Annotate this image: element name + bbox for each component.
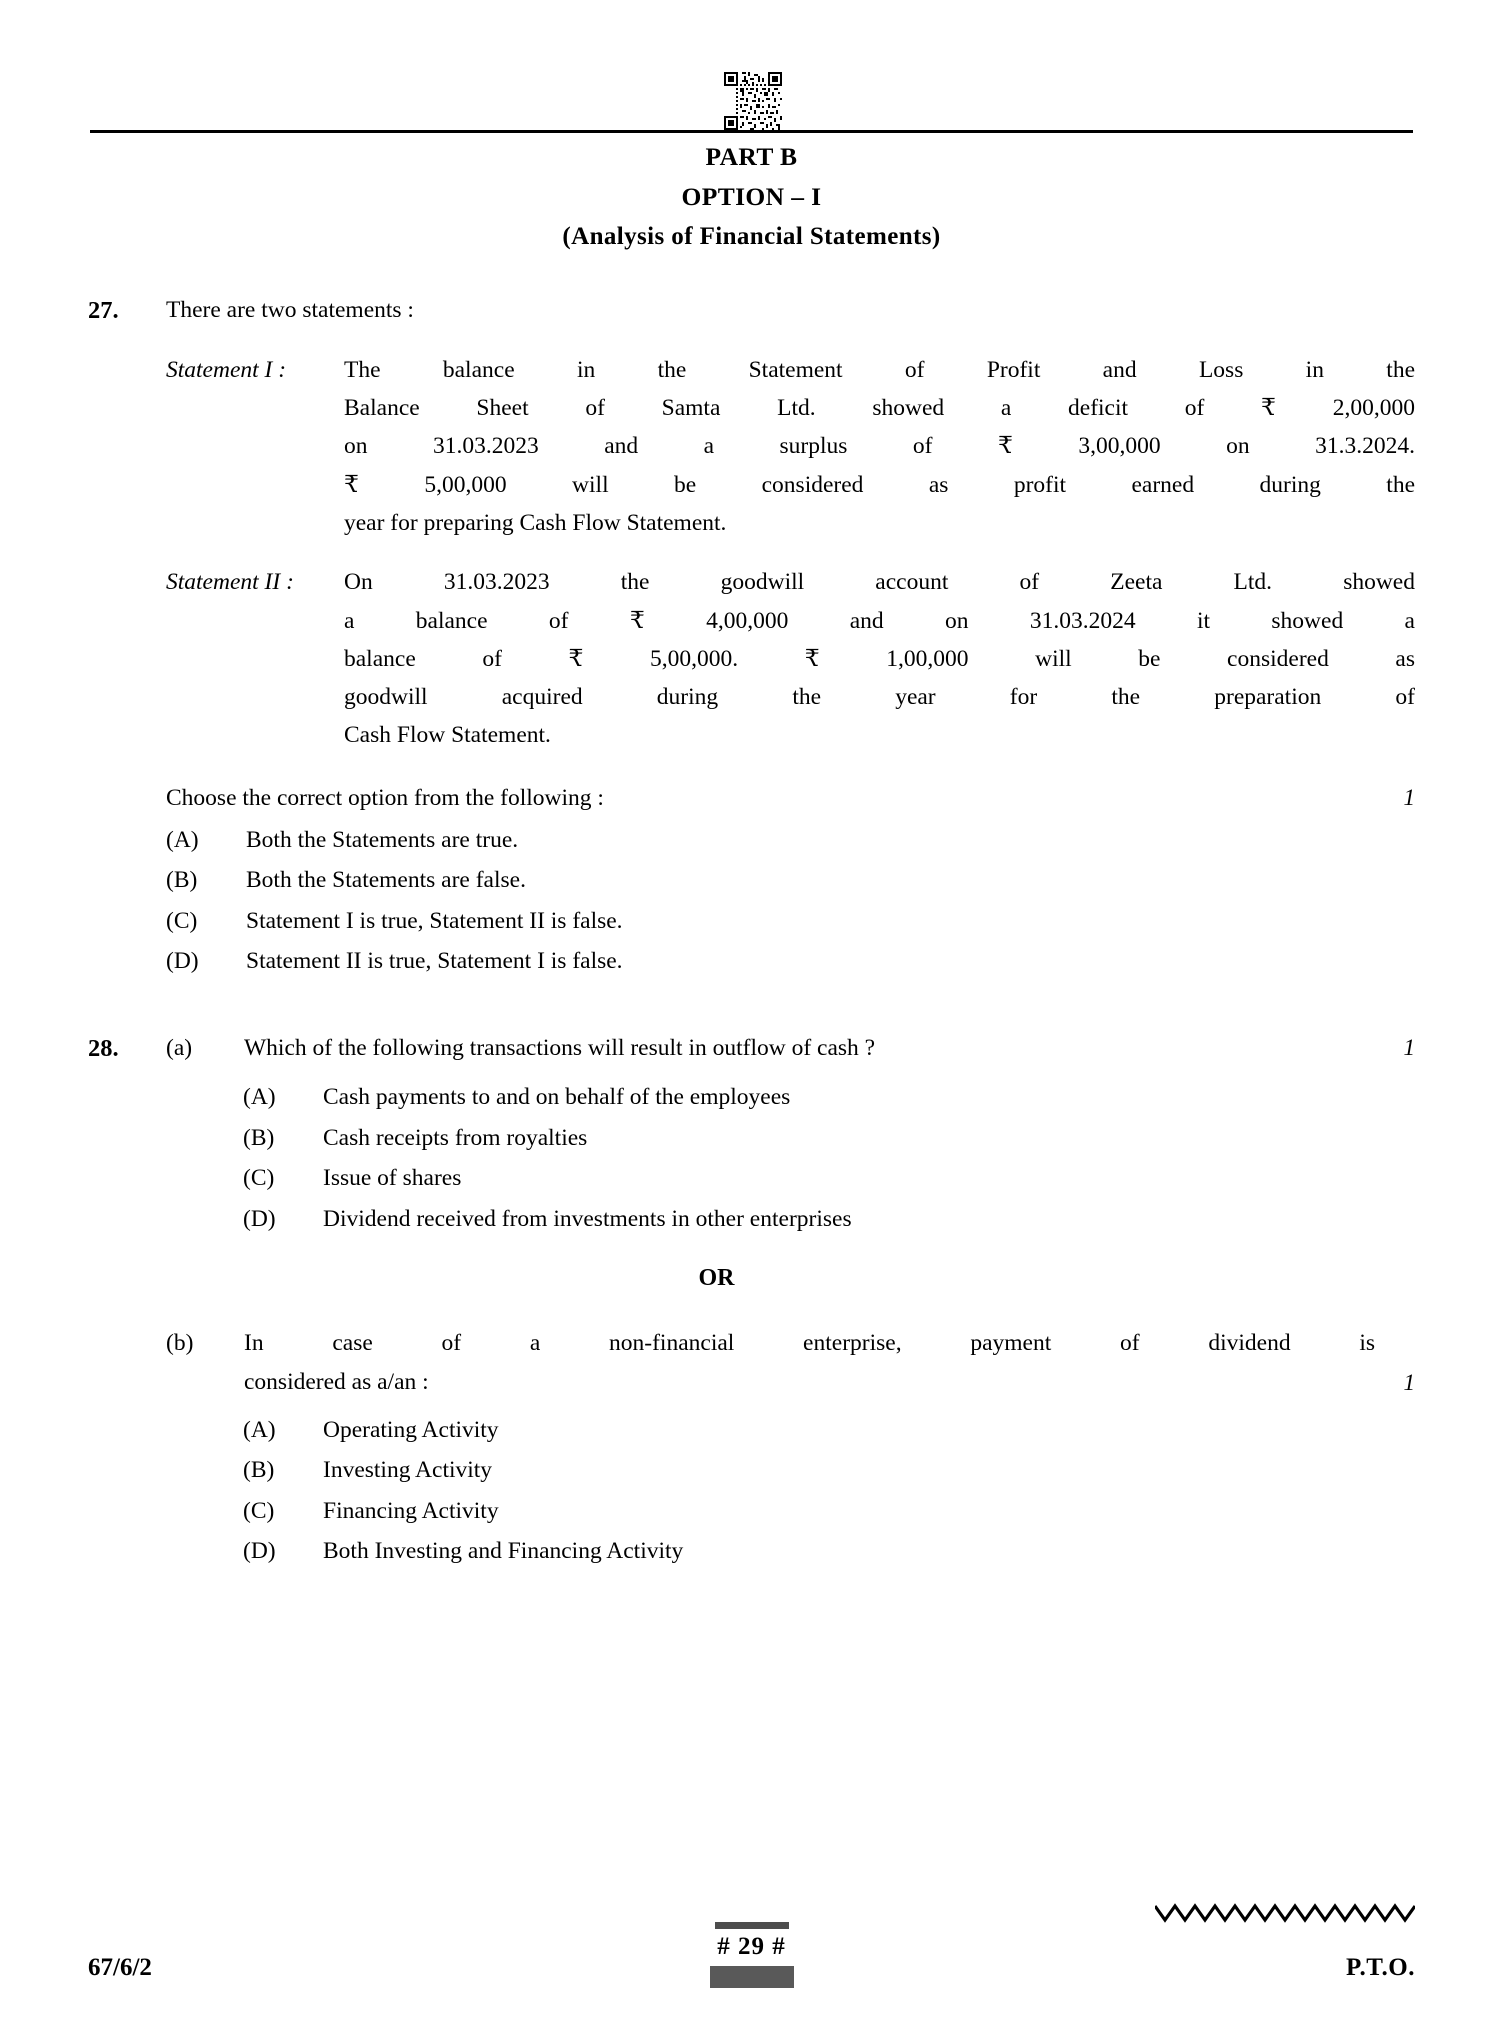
statement-1-label: Statement I : <box>166 356 287 383</box>
page-marker: # 29 # <box>717 1933 786 1960</box>
option-text: Dividend received from investments in other enterprises <box>323 1205 852 1232</box>
option-row[interactable] <box>88 950 1415 974</box>
question-28b-line: In case of a non-financial enterprise, payment of dividend is <box>244 1330 1375 1357</box>
statement-1 <box>166 351 1415 542</box>
question-28b-label: (b) <box>166 1330 194 1357</box>
option-row[interactable] <box>88 1205 1415 1232</box>
page-marker-group <box>652 1922 852 1988</box>
option-text: Both the Statements are true. <box>246 826 519 853</box>
pto-label: P.T.O. <box>1346 1954 1415 1981</box>
option-text: Financing Activity <box>323 1497 499 1524</box>
option-text: Statement I is true, Statement II is false. <box>246 907 623 934</box>
option-row[interactable] <box>88 907 1415 934</box>
statement-2-label: Statement II : <box>166 569 294 596</box>
statement-2-line: balance of ₹ 5,00,000. ₹ 1,00,000 will be considered as <box>344 645 1415 672</box>
statement-1-line: on 31.03.2023 and a surplus of ₹ 3,00,000 on 31.3.2024. <box>344 433 1415 460</box>
option-row[interactable] <box>88 1167 1415 1191</box>
qr-code-container <box>0 72 1505 130</box>
option-letter: (A) <box>166 826 199 853</box>
option-letter: (B) <box>243 1124 275 1151</box>
question-28b-line: considered as a/an : <box>244 1368 429 1395</box>
paper-code: 67/6/2 <box>88 1954 152 1981</box>
question-28b-options <box>88 1416 1415 1565</box>
option-text: Investing Activity <box>323 1457 493 1484</box>
wavy-line-decoration <box>1155 1900 1415 1926</box>
statement-2-line: goodwill acquired during the year for the preparation of <box>344 684 1415 711</box>
option-text: Both Investing and Financing Activity <box>323 1538 684 1565</box>
option-letter: (D) <box>166 948 199 975</box>
statement-2-line: On 31.03.2023 the goodwill account of Zeeta Ltd. showed <box>344 569 1415 596</box>
question-28b <box>88 1324 1415 1402</box>
part-heading: PART B <box>705 142 798 171</box>
question-28b-marks: 1 <box>1403 1369 1415 1395</box>
statement-1-text <box>344 351 1415 542</box>
option-letter: (D) <box>243 1205 276 1232</box>
option-row[interactable] <box>88 1086 1415 1110</box>
option-letter: (B) <box>243 1457 275 1484</box>
option-row[interactable] <box>88 1497 1415 1524</box>
option-text: Cash payments to and on behalf of the employees <box>323 1084 791 1111</box>
question-27-choose-row <box>88 785 1415 812</box>
option-letter: (A) <box>243 1084 276 1111</box>
option-text: Issue of shares <box>323 1165 462 1192</box>
statement-1-line: Balance Sheet of Samta Ltd. showed a deficit of ₹ 2,00,000 <box>344 395 1415 422</box>
question-28a-options <box>88 1086 1415 1231</box>
option-row[interactable] <box>88 1540 1415 1564</box>
question-28a-text: Which of the following transactions will result in outflow of cash ? <box>244 1034 876 1061</box>
option-row[interactable] <box>88 826 1415 853</box>
statement-2-line: Cash Flow Statement. <box>344 722 551 749</box>
question-28-number: 28. <box>88 1034 119 1062</box>
question-27-marks: 1 <box>1403 784 1415 810</box>
option-row[interactable] <box>88 1459 1415 1483</box>
qr-code-icon <box>724 72 782 130</box>
option-text: Statement II is true, Statement I is false. <box>246 948 623 975</box>
question-27 <box>88 291 1415 755</box>
marker-bar-bottom <box>710 1966 794 1988</box>
question-28 <box>88 1029 1415 1069</box>
header-divider-rule <box>90 130 1413 133</box>
option-text: Cash receipts from royalties <box>323 1124 588 1151</box>
statement-2-line: a balance of ₹ 4,00,000 and on 31.03.2024 it showed a <box>344 607 1415 634</box>
option-letter: (B) <box>166 867 198 894</box>
statement-1-line: year for preparing Cash Flow Statement. <box>344 509 727 536</box>
option-text: Operating Activity <box>323 1416 499 1443</box>
page-content <box>88 136 1415 1564</box>
option-letter: (D) <box>243 1538 276 1565</box>
option-heading: OPTION – I <box>681 182 822 211</box>
or-separator: OR <box>698 1265 735 1292</box>
section-subtitle: (Analysis of Financial Statements) <box>562 223 941 250</box>
option-text: Both the Statements are false. <box>246 867 526 894</box>
question-27-stem: There are two statements : <box>166 297 414 323</box>
question-27-number: 27. <box>88 297 119 324</box>
statement-2 <box>166 563 1415 754</box>
question-27-choose-prompt: Choose the correct option from the following : <box>166 784 604 811</box>
question-28a-label: (a) <box>166 1034 193 1061</box>
marker-bar-top <box>715 1922 789 1929</box>
question-27-options <box>88 826 1415 975</box>
statement-1-line: ₹ 5,00,000 will be considered as profit earned during the <box>344 471 1415 498</box>
option-row[interactable] <box>88 1416 1415 1443</box>
page-footer <box>88 1918 1415 1988</box>
option-letter: (C) <box>243 1165 275 1192</box>
question-28a-marks: 1 <box>1403 1034 1415 1060</box>
question-28b-text <box>244 1324 1375 1402</box>
statement-1-line: The balance in the Statement of Profit and Loss in the <box>344 356 1415 383</box>
option-row[interactable] <box>88 869 1415 893</box>
option-letter: (C) <box>166 907 198 934</box>
option-letter: (C) <box>243 1497 275 1524</box>
option-row[interactable] <box>88 1124 1415 1151</box>
option-letter: (A) <box>243 1416 276 1443</box>
statement-2-text <box>344 563 1415 754</box>
